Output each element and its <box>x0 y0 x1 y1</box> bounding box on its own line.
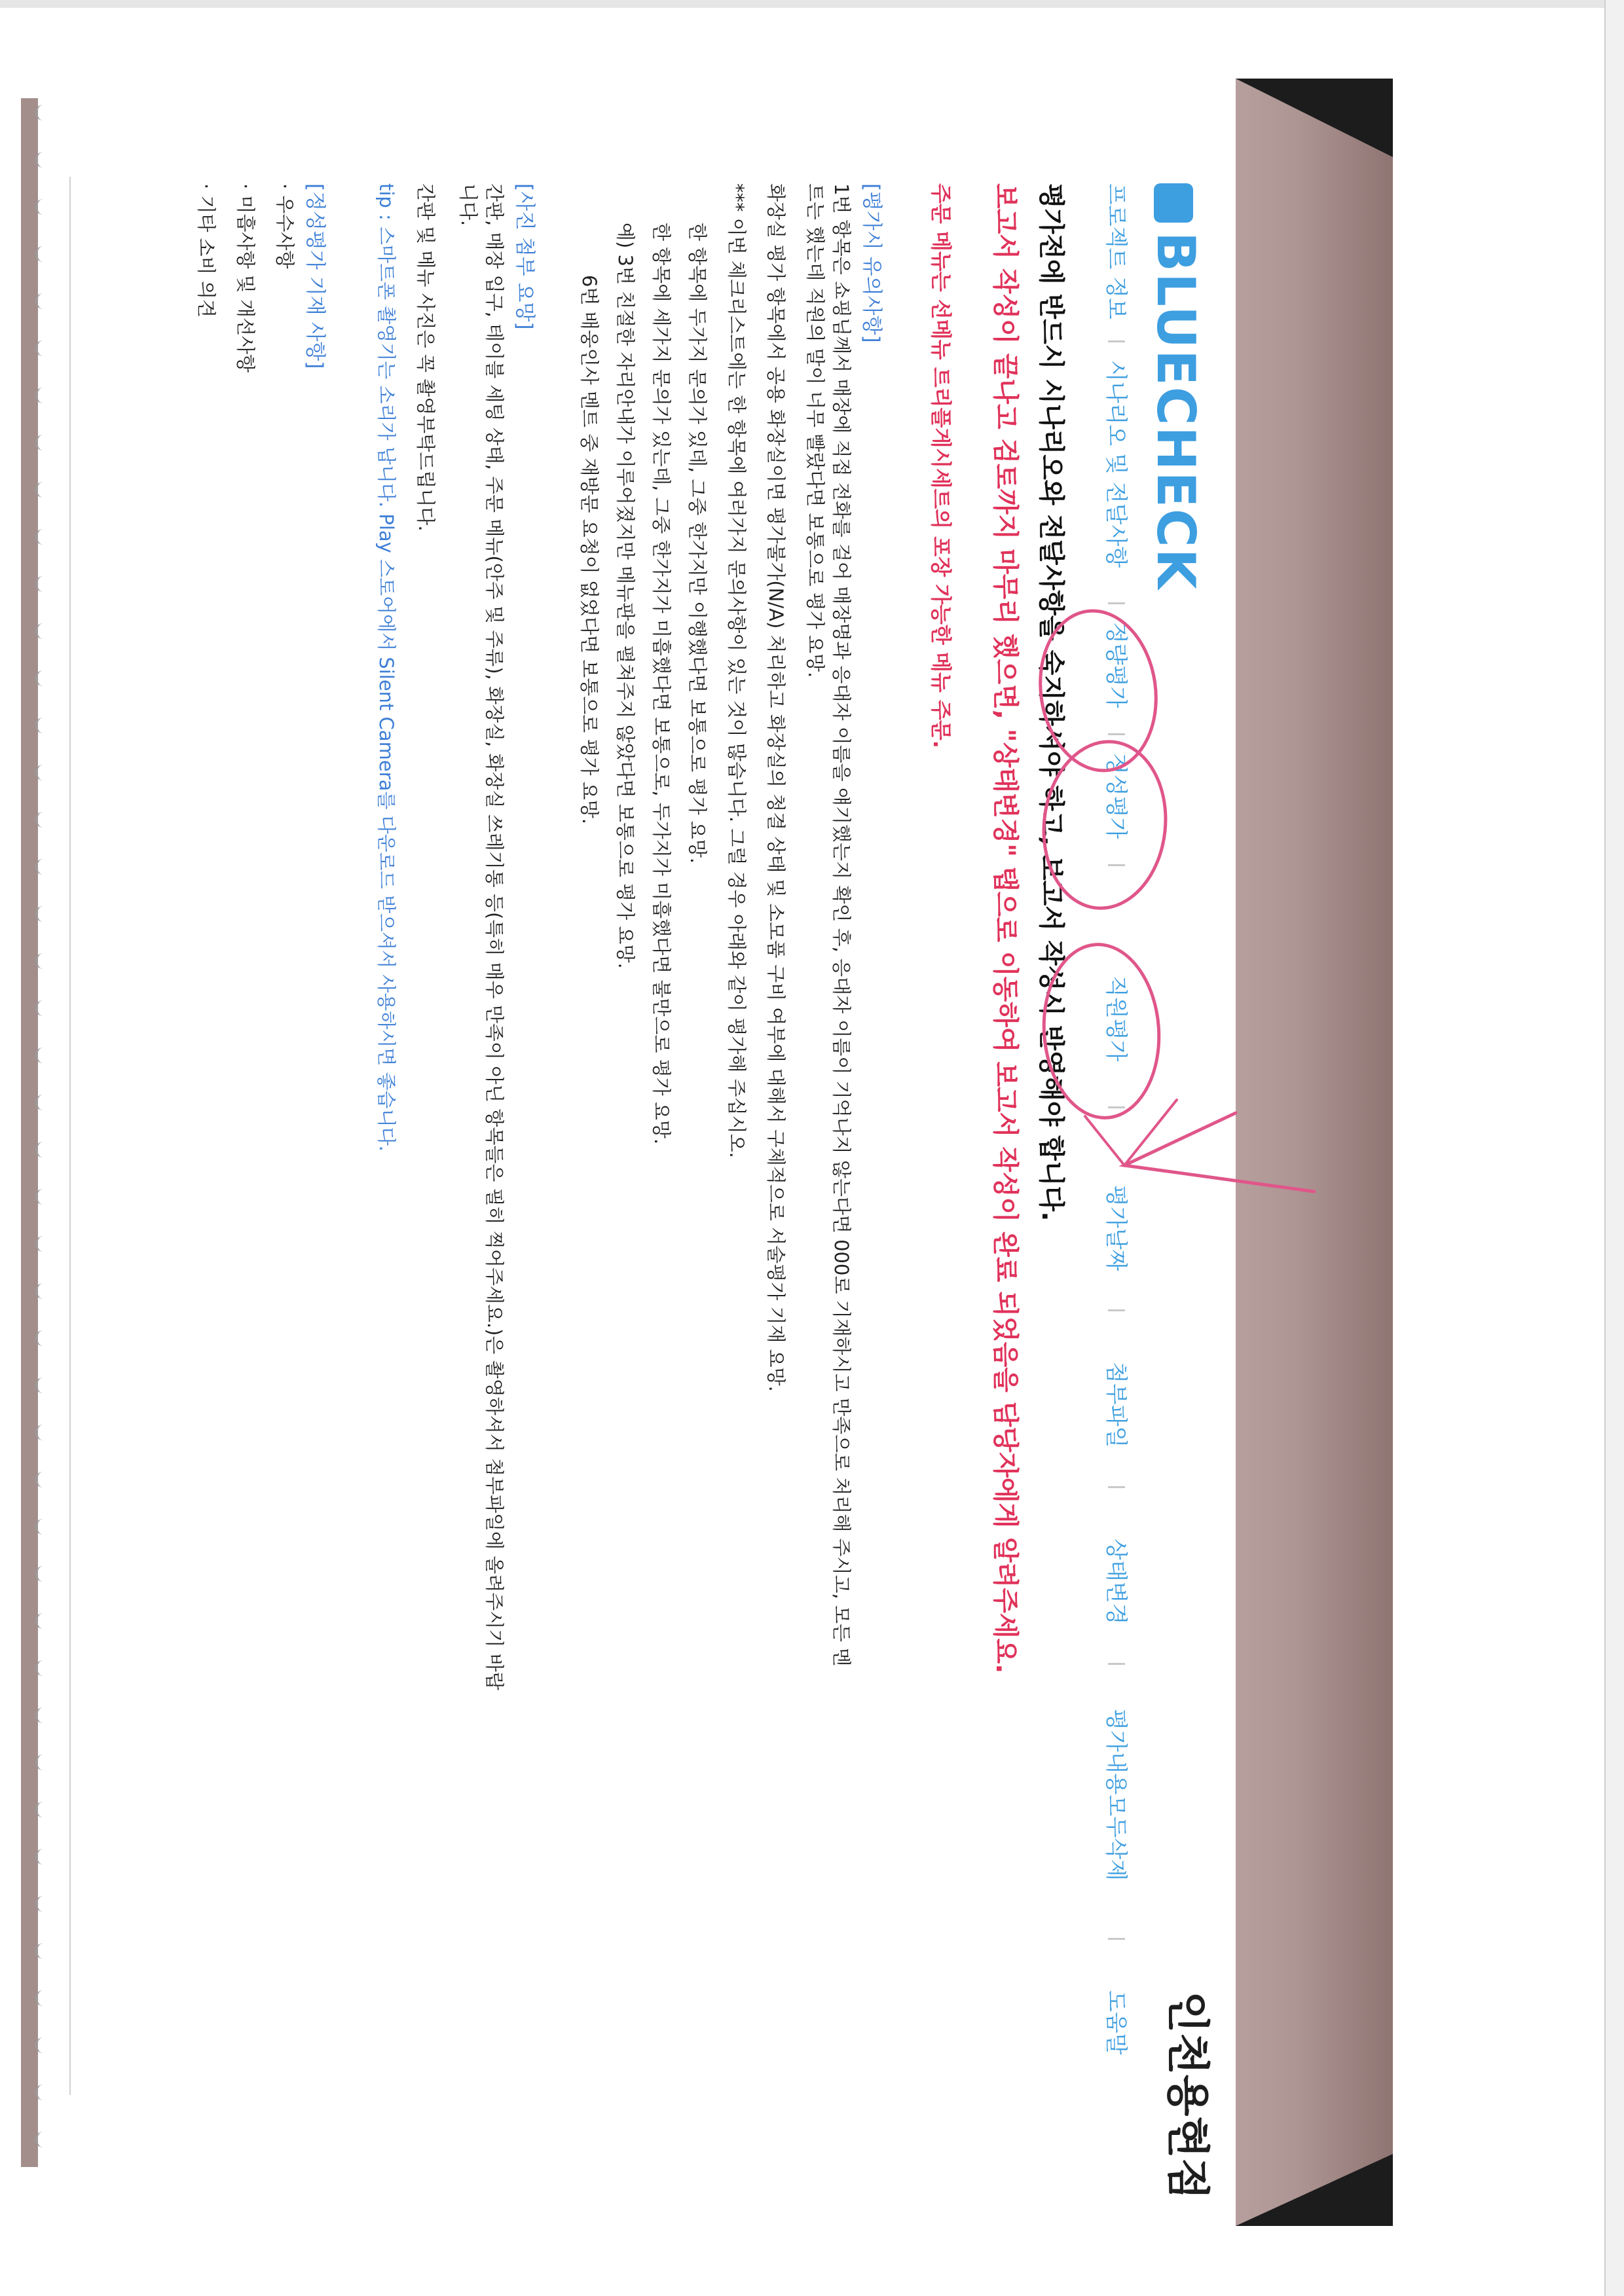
photo-note-2: 간판 및 메뉴 사진은 꼭 촬영부탁드립니다. <box>415 183 437 532</box>
headline-instruction: 평가전에 반드시 시나리오와 전달사항을 숙지하셔야 하고, 보고서 작성시 반영해야 합니다. <box>1036 183 1066 1222</box>
store-name: 인천용현점 <box>1162 1991 1213 2200</box>
tab-project-info[interactable]: 프로젝트 정보 <box>1103 183 1129 319</box>
qualitative-item-excellent: · 우수사항 <box>274 183 296 269</box>
rotated-report-sheet <box>50 79 1393 2226</box>
order-menu-notice: 주문 메뉴는 선메뉴 트리플게시세트의 포장 가능한 메뉴 주문. <box>929 183 953 748</box>
photo-note-1a: 간판, 매장 입구, 테이블 세팅 상태, 주문 메뉴(안주 및 주류), 화장실, 화장실 쓰레기통 등(특히 매우 만족이 아닌 항목들은 필히 찍어주세요.)은 촬영하셔서 첨부파일에 올려주시기 바랍 <box>483 183 506 1690</box>
logo-text: BLUECHECK <box>1145 232 1206 591</box>
tab-attachments[interactable]: 첨부파일 <box>1103 1362 1129 1448</box>
eval-note-farewell: 6번 배웅인사 멘트 중 재방문 요청이 없었다면 보통으로 평가 요망. <box>578 275 600 824</box>
eval-note-1a: 1번 항목은 쇼핑님께서 매장에 직접 전화를 걸어 매장명과 응대자 이름을 얘기했는지 확인 후, 응대자 이름이 기억나지 않는다면 000로 기재하시고 만족으로 처리해 주시고, 모든 멘 <box>830 183 853 1667</box>
eval-note-4: 한 항목에 두가지 문의가 있데, 그중 한가지만 이행했다면 보통으로 평가 요망. <box>686 223 709 864</box>
scan-right-edge <box>1604 0 1624 2296</box>
section-qualitative-title: [정성평가 기재 사항] <box>303 183 327 369</box>
qualitative-item-improvement: · 미흡사항 및 개선사항 <box>234 183 257 373</box>
tab-status-change[interactable]: 상태변경 <box>1103 1539 1129 1625</box>
section-eval-notes-title: [평가시 유의사항] <box>860 183 883 343</box>
photo-tip: tip : 스마트폰 촬영기는 소리가 납니다. Play 스토어에서 Silent Camera를 다운로드 받으셔서 사용하시면 좋습니다. <box>375 183 397 1152</box>
eval-note-2: 화장실 평가 항목에서 공용 화장실이면 평가불가(N/A) 처리하고 화장실의 청결 상태 및 소모품 구비 여부에 대해서 구체적으로 서술평가 기재 요망. <box>765 183 787 1392</box>
eval-note-1b: 트는 했는데 직원의 말이 너무 빨랐다면 보통으로 평가 요망. <box>804 183 826 678</box>
tab-scenario[interactable]: 시나리오 및 전달사항 <box>1103 360 1129 568</box>
tab-quantitative[interactable]: 정량평가 <box>1103 622 1129 708</box>
tab-staff[interactable]: 직원평가 <box>1103 975 1129 1062</box>
scan-top-edge <box>0 0 1624 8</box>
eval-note-5: 한 항목에 세가지 문의가 있는데, 그중 한가지가 미흡했다면 보통으로, 두가지가 미흡했다면 불만으로 평가 요망. <box>650 223 673 1145</box>
eval-note-example: 예) 3번 친절한 자리안내가 이루어졌지만 메뉴판을 펼쳐주지 않았다면 보통으로 평가 요망. <box>614 223 637 969</box>
tab-qualitative[interactable]: 정성평가 <box>1103 753 1129 839</box>
tab-date[interactable]: 평가날짜 <box>1103 1185 1129 1271</box>
qualitative-item-other: · 기타 소비 의견 <box>195 183 217 318</box>
photo-note-1b: 니다. <box>457 183 479 227</box>
pen-checkmark <box>934 79 1393 2226</box>
tab-help[interactable]: 도움말 <box>1103 1990 1129 2055</box>
tab-delete-all[interactable]: 평가내용모두삭제 <box>1103 1709 1129 1881</box>
headline-status-instruction: 보고서 작성이 끝나고 검토까지 마무리 했으면, "상태변경" 탭으로 이동하여 보고서 작성이 완료 되었음을 담당자에게 알려주세요. <box>990 183 1020 1674</box>
eval-note-3: *** 이번 체크리스트에는 한 항목에 여러가지 문의사항이 있는 것이 많습니다. 그럴 경우 아래와 같이 평가해 주십시오. <box>726 183 748 1158</box>
section-photo-title: [사진 첨부 요망] <box>513 183 536 330</box>
